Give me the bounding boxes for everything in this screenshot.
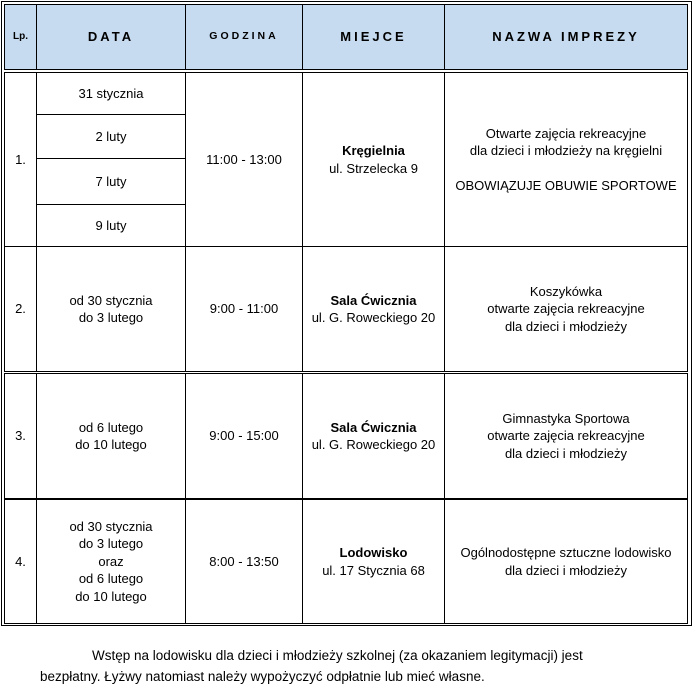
row3-date-line-2: do 10 lutego (75, 437, 147, 452)
row4-place-address: ul. 17 Stycznia 68 (322, 562, 425, 578)
row4-date-line-4: od 6 lutego (78, 571, 144, 587)
row2-place (302, 246, 445, 372)
row1-time (185, 72, 303, 247)
row1-event (444, 72, 688, 247)
row1-time-label: 11:00 - 13:00 (206, 151, 282, 167)
row4-lp (4, 499, 37, 624)
row3-place-name: Sala Ćwicznia (330, 419, 417, 435)
row1-event-line-1: Otwarte zajęcia rekreacyjne (485, 125, 647, 141)
row2-event-line-3: dla dzieci i młodzieży (504, 318, 628, 334)
row2-event-line-1: Koszykówka (529, 283, 603, 299)
header-godzina (185, 4, 303, 70)
row2-time (185, 246, 303, 372)
header-lp-label: Lp. (13, 31, 28, 43)
row3-date (36, 373, 186, 499)
row1-date-4 (36, 204, 186, 247)
row4-date-line-3: oraz (98, 553, 124, 569)
header-data-label: DATA (87, 29, 135, 45)
row1-lp (4, 72, 37, 247)
footnote-text: Wstęp na lodowisku dla dzieci i młodzieży szkolnej (za okazaniem legitymacji) jest bezpłatny. Łyżwy natomiast należy wypożyczyć odpłatnie lub mieć własne. (40, 648, 583, 684)
row1-event-line-2: dla dzieci i młodzieży na kręgielni (469, 143, 663, 159)
row2-place-name: Sala Ćwicznia (330, 292, 417, 308)
header-nazwa (444, 4, 688, 70)
header-godzina-label: GODZINA (209, 30, 279, 43)
row3-event-line-2: otwarte zajęcia rekreacyjne (487, 428, 645, 444)
row1-place-address: ul. Strzelecka 9 (329, 160, 418, 176)
row4-event-line-2: dla dzieci i młodzieży (504, 562, 628, 578)
row1-lp-label: 1. (15, 151, 26, 167)
row2-date (36, 246, 186, 372)
row2-time-label: 9:00 - 11:00 (209, 301, 279, 317)
row3-lp (4, 373, 37, 499)
row3-place (302, 373, 445, 499)
row3-time (185, 373, 303, 499)
row4-time-label: 8:00 - 13:50 (209, 553, 279, 569)
row3-event-line-1: Gimnastyka Sportowa (502, 410, 630, 426)
row4-event-line-1: Ogólnodostępne sztuczne lodowisko (460, 545, 672, 560)
row1-date-2-label: 2 luty (95, 128, 127, 144)
row1-date-1 (36, 72, 186, 115)
row2-lp-label: 2. (15, 301, 26, 317)
row4-time (185, 499, 303, 624)
row2-date-line-2: do 3 lutego (78, 310, 144, 325)
row1-place-name: Kręgielnia (342, 143, 405, 158)
row1-date-3 (36, 158, 186, 205)
row1-place (302, 72, 445, 247)
row1-date-2 (36, 114, 186, 159)
row1-date-4-label: 9 luty (95, 217, 127, 233)
header-miejsce-label: MIEJCE (340, 29, 407, 45)
row4-date-line-5: do 10 lutego (75, 588, 147, 604)
row4-date (36, 499, 186, 624)
header-lp (4, 4, 37, 70)
row2-event (444, 246, 688, 372)
row3-place-address: ul. G. Roweckiego 20 (311, 437, 436, 452)
row1-date-3-label: 7 luty (95, 173, 127, 189)
row4-event (444, 499, 688, 624)
row3-event-line-3: dla dzieci i młodzieży (504, 445, 628, 461)
row3-time-label: 9:00 - 15:00 (209, 428, 279, 444)
row2-lp (4, 246, 37, 372)
row4-date-line-2: do 3 lutego (78, 536, 144, 552)
header-data (36, 4, 186, 70)
row1-event-note: OBOWIĄZUJE OBUWIE SPORTOWE (455, 177, 677, 193)
row2-date-line-1: od 30 stycznia (69, 292, 153, 308)
row2-event-line-2: otwarte zajęcia rekreacyjne (487, 301, 645, 317)
row4-lp-label: 4. (15, 553, 26, 569)
row4-date-line-1: od 30 stycznia (69, 518, 153, 534)
row3-date-line-1: od 6 lutego (78, 419, 144, 435)
header-nazwa-label: NAZWA IMPREZY (492, 29, 640, 45)
header-miejsce (302, 4, 445, 70)
row2-place-address: ul. G. Roweckiego 20 (311, 310, 436, 325)
row3-lp-label: 3. (15, 428, 26, 444)
row4-place-name: Lodowisko (339, 545, 408, 560)
row1-date-1-label: 31 stycznia (78, 85, 144, 101)
row3-event (444, 373, 688, 499)
row4-place (302, 499, 445, 624)
